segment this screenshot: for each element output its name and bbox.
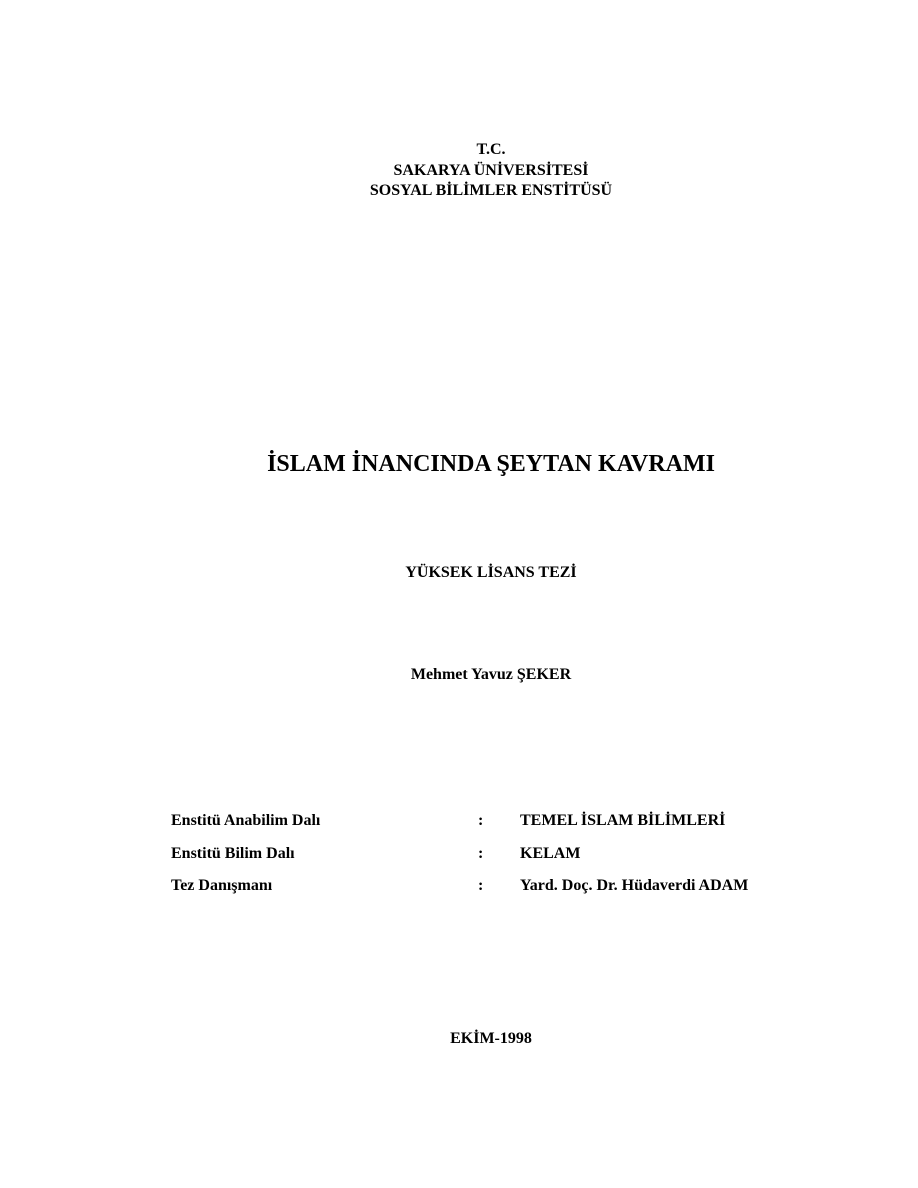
info-separator: : — [478, 845, 484, 862]
thesis-title: İSLAM İNANCINDA ŞEYTAN KAVRAMI — [267, 451, 715, 477]
header-country: T.C. — [476, 141, 506, 158]
thesis-date: EKİM-1998 — [450, 1030, 532, 1047]
info-value: KELAM — [520, 845, 581, 862]
info-value: TEMEL İSLAM BİLİMLERİ — [520, 812, 726, 829]
header-university: SAKARYA ÜNİVERSİTESİ — [393, 162, 589, 179]
thesis-type: YÜKSEK LİSANS TEZİ — [405, 564, 577, 581]
info-separator: : — [478, 812, 484, 829]
info-label: Enstitü Anabilim Dalı — [171, 812, 321, 829]
info-separator: : — [478, 877, 484, 894]
header-institute: SOSYAL BİLİMLER ENSTİTÜSÜ — [369, 182, 613, 199]
info-label: Tez Danışmanı — [171, 877, 273, 894]
author-name: Mehmet Yavuz ŞEKER — [410, 666, 572, 683]
info-label: Enstitü Bilim Dalı — [171, 845, 295, 862]
info-value: Yard. Doç. Dr. Hüdaverdi ADAM — [520, 877, 749, 894]
